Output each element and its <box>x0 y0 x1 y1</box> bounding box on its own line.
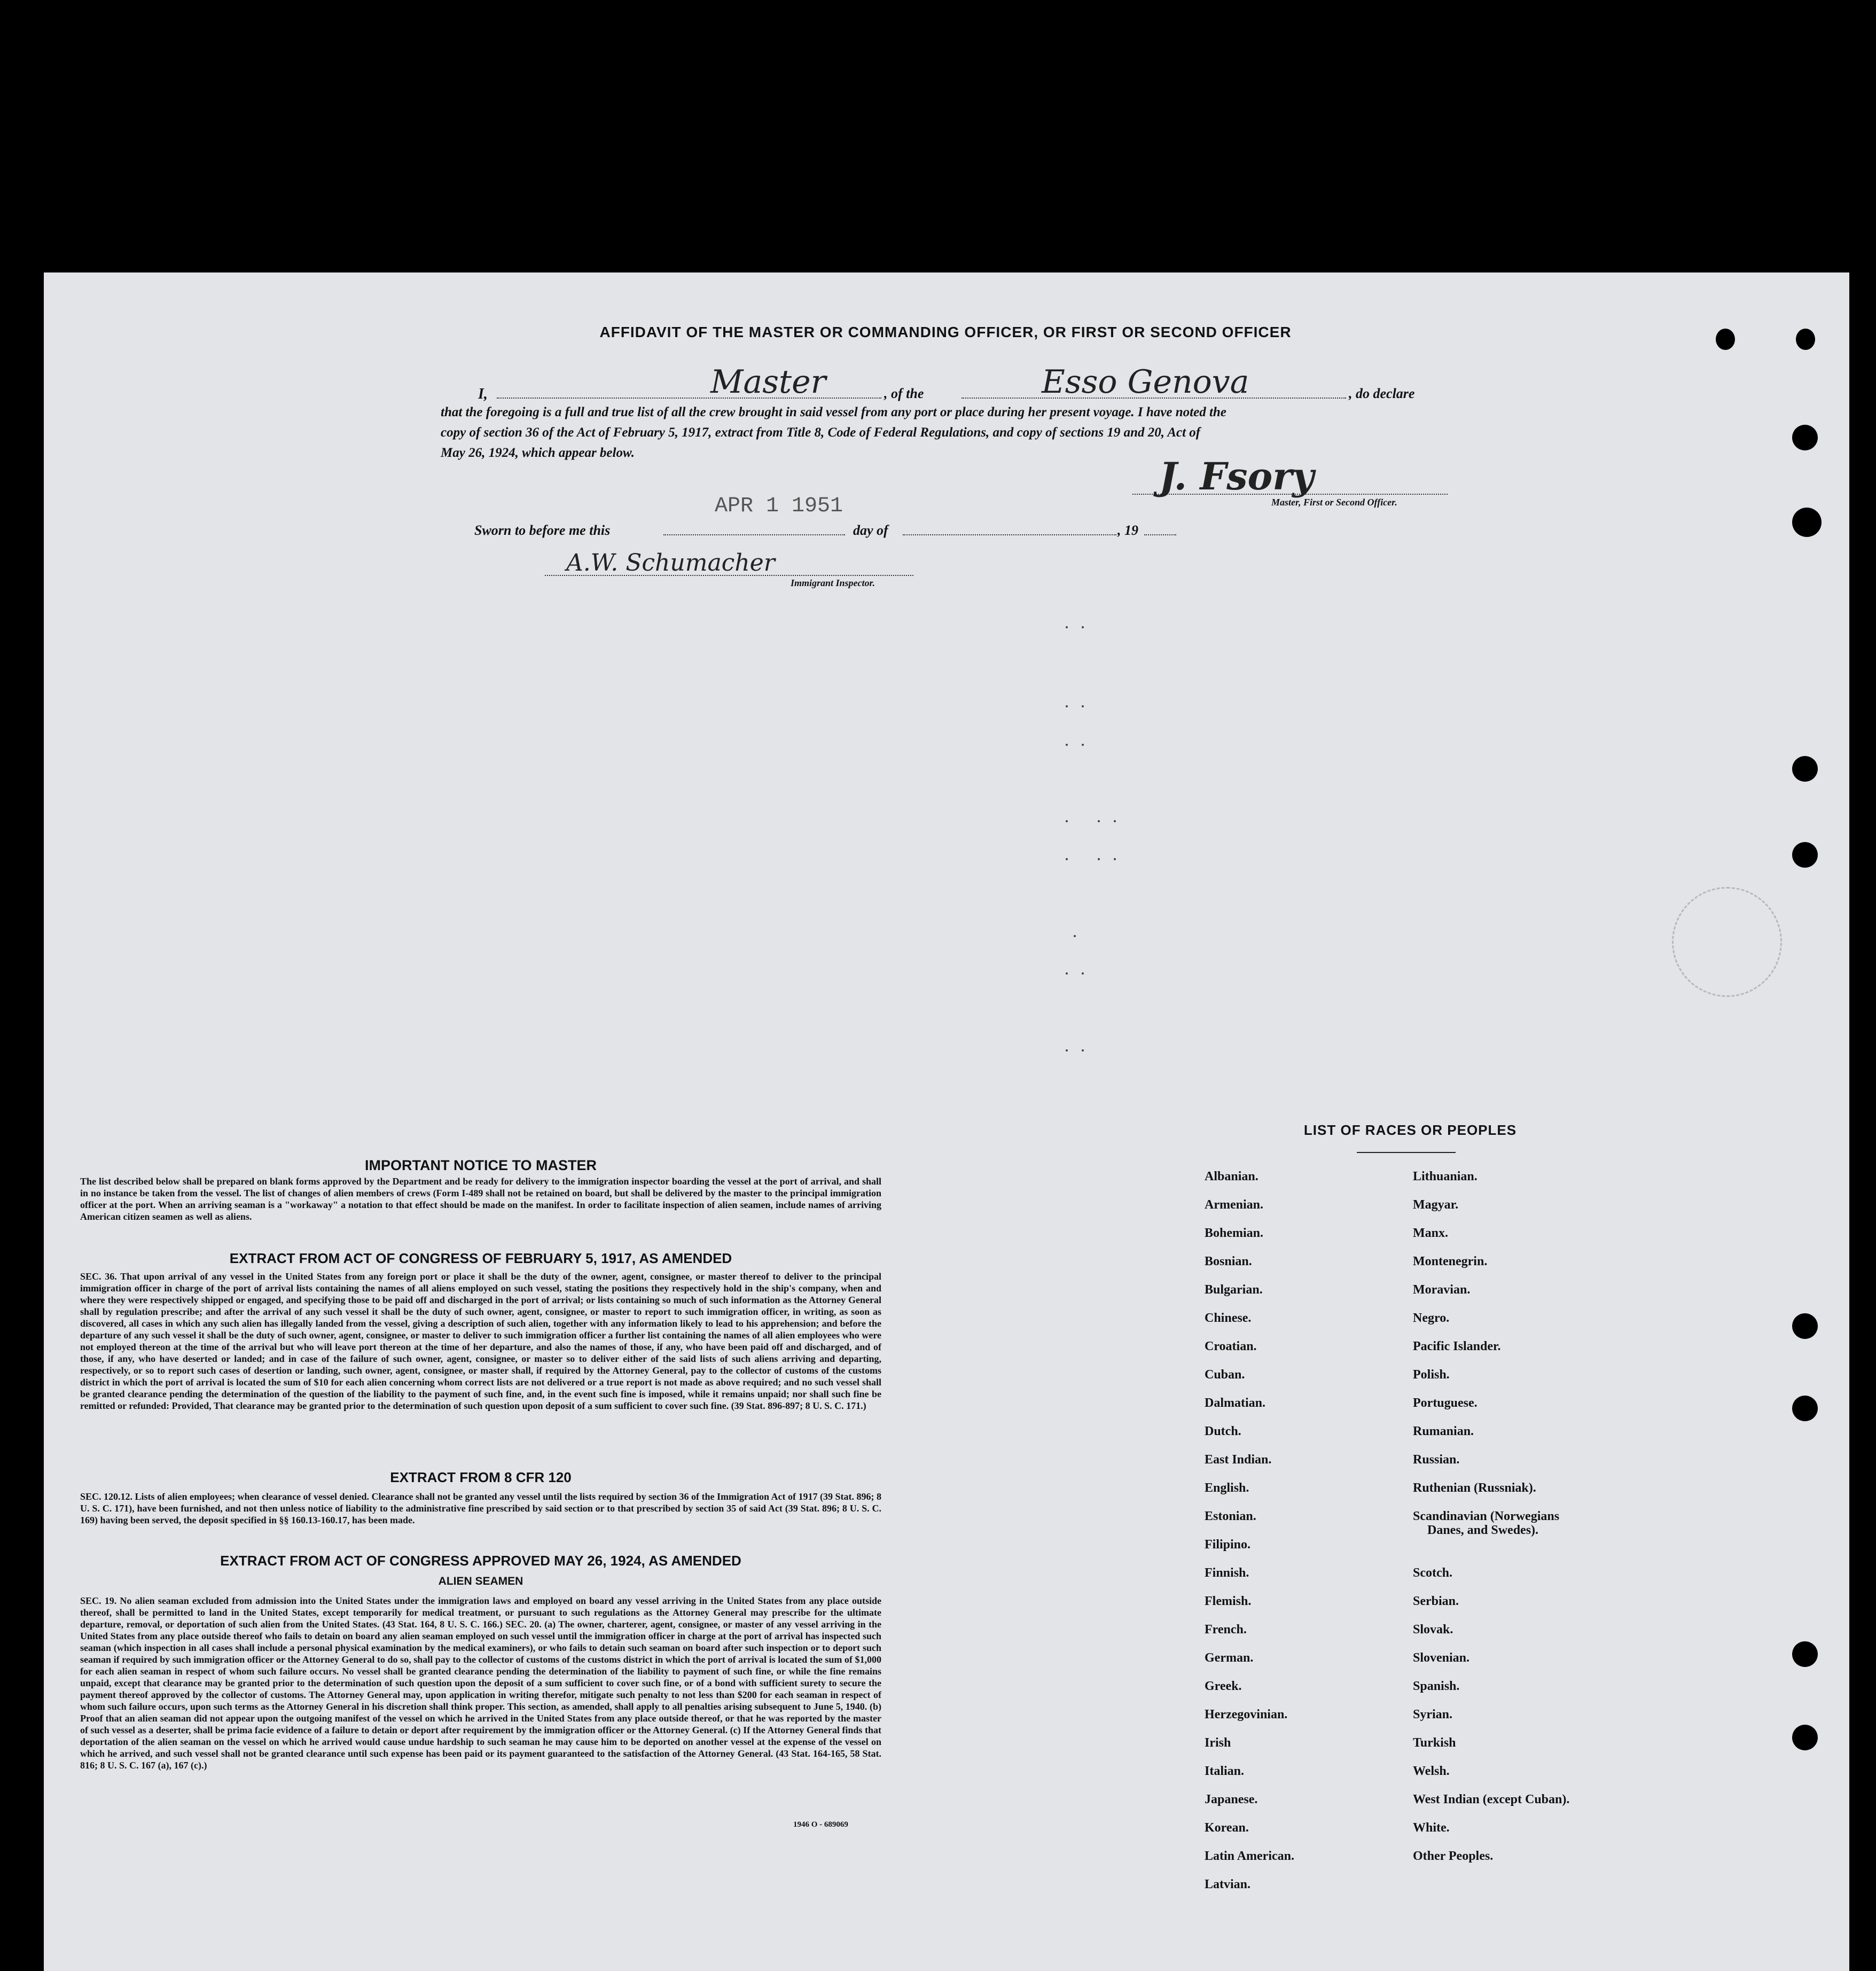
race-item: Rumanian. <box>1413 1424 1474 1438</box>
extract-cfr-body: SEC. 120.12. Lists of alien employees; when clearance of vessel denied. Clearance shall not be granted any vessel until the lists required by section 36 of the Immigration Act of 1917 (39 Stat. 896; 8 U. S. C. 171), have been furnished, and not then unless notice of liability to the administrative fine prescribed by said section or to that prescribed by section 35 of said Act (39 Stat. 896; 8 U. S. C. 169) having been served, the deposit specified in §§ 160.13-160.17, has been made. <box>80 1491 881 1525</box>
race-item: Bulgarian. <box>1205 1283 1263 1297</box>
race-item: Pacific Islander. <box>1413 1339 1501 1353</box>
race-item: Albanian. <box>1205 1170 1259 1183</box>
punch-hole <box>1792 1396 1818 1421</box>
race-item: White. <box>1413 1821 1450 1835</box>
officer-signature: J. Fsory <box>1159 454 1314 498</box>
race-item: Filipino. <box>1205 1538 1251 1552</box>
scan-mark <box>1066 972 1068 975</box>
of-the-label: , of the <box>884 386 924 401</box>
scan-mark <box>1066 705 1068 707</box>
race-item: Syrian. <box>1413 1708 1453 1721</box>
notice-body: The list described below shall be prepared on blank forms approved by the Department and be ready for delivery to the immigration inspector boarding the vessel at the port of arrival, and shall in no instance be taken from the vessel. The list of changes of alien members of crews (Form I-489 shall not be retained on board, but shall be delivered by the master to the principal immigration officer at the port. When an arriving seaman is a "workaway" a notation to that effect should be made on the manifest. In order to facilitate inspection of alien seamen, include names of arriving American citizen seamen as well as aliens. <box>80 1176 881 1222</box>
extract-1917-body: SEC. 36. That upon arrival of any vessel in the United States from any foreign port or place it shall be the duty of the owner, agent, consignee, or master thereof to deliver to the principal immigration officer in charge of the port of arrival lists containing the names of all aliens employed on such vessel, stating the positions they respectively hold in the ship's company, when and where they were respectively shipped or engaged, and specifying those to be paid off and discharged in the port of arrival; or lists containing so much of such information as the Attorney General shall by regulation prescribe; and after the arrival of any such vessel it shall be the duty of such owner, agent, consignee, or master to report to such immigration officer, in writing, as soon as discovered, all cases in which any such alien has illegally landed from the vessel, giving a description of such alien, together with any information likely to lead to his apprehension; and before the departure of any such vessel it shall be the duty of such owner, agent, consignee, or master to deliver to such immigration officer a further list containing the names of all alien employees who were not employed thereon at the time of the arrival but who will leave port thereon at the time of her departure, and also the names of those, if any, who have been paid off and discharged, and of those, if any, who have deserted or landed; and in case of the failure of such owner, agent, consignee, or master so to deliver either of the said lists of such aliens arriving and departing, respectively, or so to report such cases of desertion or landing, such owner, agent, consignee, or master shall, if required by the Attorney General, pay to the collector of customs of the customs district in which the port of arrival is located the sum of $10 for each alien concerning whom correct lists are not delivered or a true report is not made as above required; and no such vessel shall be granted clearance pending the determination of the question of the liability to the payment of such fine, and, in the event such fine is imposed, while it remains unpaid; nor shall such fine be remitted or refunded: Provided, That clearance may be granted prior to the determination of such question upon deposit of a sum sufficient to cover such fine. (39 Stat. 896-897; 8 U. S. C. 171.) <box>80 1271 881 1411</box>
race-item: Estonian. <box>1205 1509 1256 1523</box>
vessel-handwritten: Esso Genova <box>1042 363 1249 401</box>
month-field[interactable] <box>903 513 1116 535</box>
race-item: Irish <box>1205 1736 1231 1750</box>
scan-mark <box>1074 935 1076 937</box>
scan-mark <box>1066 1049 1068 1051</box>
race-item: Russian. <box>1413 1453 1460 1467</box>
race-item: French. <box>1205 1623 1247 1637</box>
punch-hole <box>1792 756 1818 782</box>
affidavit-line-1: that the foregoing is a full and true list of all the crew brought in said vessel from any port or place during her present voyage. I have noted the <box>441 405 1226 419</box>
race-item: Turkish <box>1413 1736 1456 1750</box>
race-item: Finnish. <box>1205 1566 1249 1580</box>
race-item: Scotch. <box>1413 1566 1452 1580</box>
race-item: Japanese. <box>1205 1793 1258 1806</box>
race-item: Bosnian. <box>1205 1255 1252 1268</box>
officer-caption: Master, First or Second Officer. <box>1271 497 1397 508</box>
race-item: Croatian. <box>1205 1339 1257 1353</box>
race-item: Italian. <box>1205 1764 1245 1778</box>
scan-mark <box>1066 626 1068 628</box>
seal-stamp <box>1672 887 1782 997</box>
scan-mark <box>1066 744 1068 746</box>
race-item: East Indian. <box>1205 1453 1272 1467</box>
race-item: Other Peoples. <box>1413 1849 1494 1863</box>
race-item: West Indian (except Cuban). <box>1413 1793 1570 1806</box>
affidavit-title: AFFIDAVIT OF THE MASTER OR COMMANDING OFFICER, OR FIRST OR SECOND OFFICER <box>599 324 1292 340</box>
race-item: English. <box>1205 1481 1249 1495</box>
declare-label: , do declare <box>1349 386 1415 401</box>
punch-hole <box>1792 425 1818 450</box>
extract-1924-title: EXTRACT FROM ACT OF CONGRESS APPROVED MAY 26, 1924, AS AMENDED <box>220 1553 741 1569</box>
race-item: Herzegovinian. <box>1205 1708 1288 1721</box>
date-stamp: APR 1 1951 <box>715 494 843 518</box>
race-item: Danes, and Swedes). <box>1427 1523 1539 1537</box>
race-item: Magyar. <box>1413 1198 1459 1212</box>
race-item: Serbian. <box>1413 1594 1459 1608</box>
race-item: Ruthenian (Russniak). <box>1413 1481 1536 1495</box>
scan-mark <box>1082 972 1084 975</box>
punch-hole <box>1792 1641 1818 1667</box>
races-title-underline <box>1357 1152 1456 1153</box>
race-item: Polish. <box>1413 1368 1450 1382</box>
extract-cfr-title: EXTRACT FROM 8 CFR 120 <box>390 1469 572 1485</box>
race-item: Korean. <box>1205 1821 1249 1835</box>
scan-mark <box>1098 858 1100 860</box>
extract-1924-body: SEC. 19. No alien seaman excluded from admission into the United States under the immigration laws and employed on board any vessel arriving in the United States from any place outside thereof, shall be permitted to land in the United States, except temporarily for medical treatment, or pursuant to such regulations as the Attorney General may prescribe for the ultimate departure, removal, or deportation of such alien from the United States. (43 Stat. 164, 8 U. S. C. 166.) SEC. 20. (a) The owner, charterer, agent, consignee, or master of any vessel arriving in the United States from any place outside thereof who fails to detain on board any alien seaman employed on such vessel until the immigration officer in charge at the port of arrival has inspected such seaman (which inspection in all cases shall include a personal physical examination by the medical examiners), or who fails to detain such seaman on board after such inspection or to deport such seaman if required by such immigration officer or the Attorney General to do so, shall pay to the collector of customs of the customs district in which the port of arrival is located the sum of $1,000 for each alien seaman in respect of whom such failure occurs. No vessel shall be granted clearance pending the determination of the liability to payment of such fine, or while the fine remains unpaid, except that clearance may be granted prior to the determination of such question upon the deposit of a sum sufficient to cover such fine, or of a bond with sufficient surety to secure the payment thereof approved by the collector of customs. The Attorney General may, upon application in writing therefor, mitigate such penalty to not less than $200 for each seaman in respect of whom such failure occurs, upon such terms as the Attorney General in his discretion shall think proper. This section, as amended, shall apply to all penalties arising subsequent to June 5, 1940. (b) Proof that an alien seaman did not appear upon the outgoing manifest of the vessel on which he arrived in the United States from any place outside thereof, or that he was reported by the master of such vessel as a deserter, shall be prima facie evidence of a failure to detain or deport after requirement by the immigration officer or the Attorney General. (c) If the Attorney General finds that deportation of the alien seaman on the vessel on which he arrived would cause undue hardship to such seaman he may cause him to be deported on another vessel at the expense of the vessel on which he arrived, and such vessel shall not be granted clearance until such expense has been paid or its payment guaranteed to the satisfaction of the Attorney General. (43 Stat. 164-165, 58 Stat. 816; 8 U. S. C. 167 (a), 167 (c).) <box>80 1595 881 1771</box>
scan-mark <box>1098 820 1100 822</box>
race-item: Dalmatian. <box>1205 1396 1265 1410</box>
day-of-label: day of <box>853 523 888 538</box>
inspector-caption: Immigrant Inspector. <box>791 578 876 588</box>
sworn-label: Sworn to before me this <box>474 523 611 538</box>
scan-mark <box>1114 820 1116 822</box>
race-item: Moravian. <box>1413 1283 1471 1297</box>
year-field[interactable] <box>1144 513 1176 535</box>
declarant-handwritten: Master <box>710 363 826 401</box>
punch-hole <box>1716 329 1735 350</box>
race-item: Cuban. <box>1205 1368 1245 1382</box>
scan-mark <box>1066 820 1068 822</box>
year-label: , 19 <box>1117 523 1138 538</box>
race-item: Dutch. <box>1205 1424 1241 1438</box>
extract-1924-subtitle: ALIEN SEAMEN <box>438 1575 523 1587</box>
race-item: Manx. <box>1413 1226 1448 1240</box>
race-item: Portuguese. <box>1413 1396 1478 1410</box>
scan-mark <box>1082 705 1084 707</box>
race-item: Bohemian. <box>1205 1226 1264 1240</box>
race-item: Welsh. <box>1413 1764 1450 1778</box>
race-item: Slovak. <box>1413 1623 1453 1637</box>
punch-hole <box>1792 1313 1818 1339</box>
race-item: Slovenian. <box>1413 1651 1470 1665</box>
extract-1917-title: EXTRACT FROM ACT OF CONGRESS OF FEBRUARY 5, 1917, AS AMENDED <box>229 1250 732 1266</box>
print-code: 1946 O - 689069 <box>793 1820 848 1829</box>
scan-mark <box>1082 744 1084 746</box>
scan-mark <box>1066 858 1068 860</box>
notice-title: IMPORTANT NOTICE TO MASTER <box>365 1157 597 1173</box>
scan-mark <box>1082 1049 1084 1051</box>
race-item: German. <box>1205 1651 1254 1665</box>
race-item: Armenian. <box>1205 1198 1263 1212</box>
race-item: Montenegrin. <box>1413 1255 1488 1268</box>
punch-hole <box>1796 329 1815 350</box>
affidavit-line-2: copy of section 36 of the Act of February 5, 1917, extract from Title 8, Code of Federal Regulations, and copy of sections 19 and 20, Act of <box>441 425 1201 440</box>
punch-hole <box>1792 842 1818 868</box>
punch-hole <box>1792 1725 1818 1750</box>
affidavit-line-3: May 26, 1924, which appear below. <box>441 446 635 460</box>
race-item: Spanish. <box>1413 1679 1460 1693</box>
scan-mark <box>1082 626 1084 628</box>
race-item: Latvian. <box>1205 1877 1251 1891</box>
race-item: Negro. <box>1413 1311 1450 1325</box>
declarant-prefix: I, <box>478 386 488 402</box>
race-item: Greek. <box>1205 1679 1242 1693</box>
race-item: Lithuanian. <box>1413 1170 1478 1183</box>
race-item: Flemish. <box>1205 1594 1252 1608</box>
race-item: Latin American. <box>1205 1849 1294 1863</box>
punch-hole <box>1792 508 1822 537</box>
scan-mark <box>1114 858 1116 860</box>
race-item: Chinese. <box>1205 1311 1252 1325</box>
inspector-signature: A.W. Schumacher <box>566 549 775 577</box>
race-item: Scandinavian (Norwegians <box>1413 1509 1560 1523</box>
races-title: LIST OF RACES OR PEOPLES <box>1303 1122 1517 1138</box>
